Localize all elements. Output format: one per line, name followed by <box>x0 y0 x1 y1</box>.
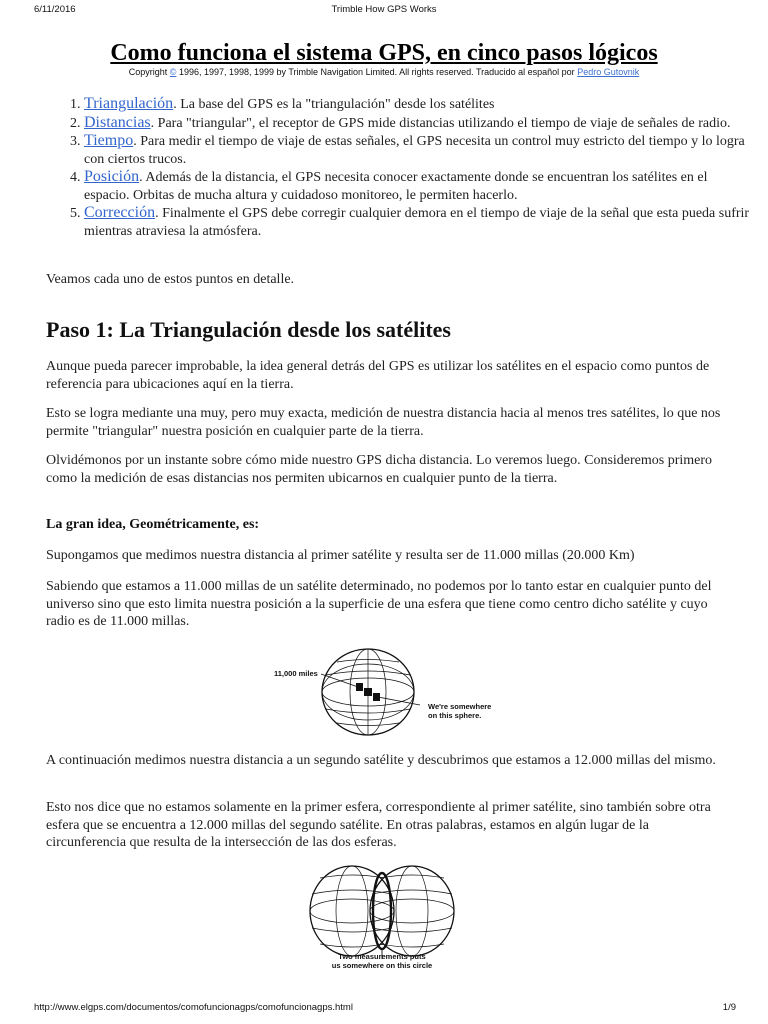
circle-caption-2: us somewhere on this circle <box>331 961 433 970</box>
print-date: 6/11/2016 <box>34 4 76 15</box>
distance-label: 11,000 miles <box>274 669 318 678</box>
translator-link[interactable]: Pedro Gutovnik <box>577 67 640 77</box>
step-text: . Además de la distancia, el GPS necesita conocer exactamente donde se encuentran los satélites en el espacio. Orbitas de mucha altura y cuidadoso monitoreo, le permiten hacerlo. <box>84 170 708 203</box>
copyright-link[interactable]: © <box>169 67 177 77</box>
sphere-caption-2: on this sphere. <box>428 711 482 720</box>
paragraph-2: Esto se logra mediante una muy, pero muy exacta, medición de nuestra distancia hacia al menos tres satélites, lo que nos permite "triangular" nuestra posición en cualquier parte de la tierra. <box>46 406 721 439</box>
print-header <box>0 4 768 18</box>
print-footer <box>0 1002 768 1016</box>
intro-outro: Veamos cada uno de estos puntos en detalle. <box>46 272 295 287</box>
copyright-line <box>0 67 768 77</box>
step-item <box>84 168 752 204</box>
big-idea-heading: La gran idea, Geométricamente, es: <box>46 517 260 532</box>
intersection-circle <box>373 873 391 949</box>
step-text: . La base del GPS es la "triangulación" desde los satélites <box>173 97 495 112</box>
step-item <box>84 132 752 168</box>
step-text: . Para medir el tiempo de viaje de estas señales, el GPS necesita un control muy estricto del tiempo y lo logra con ciertos trucos. <box>84 134 745 167</box>
step-link-tiempo[interactable]: Tiempo <box>84 132 134 149</box>
sphere-figure <box>262 645 512 743</box>
circle-caption-1: Two measurements puts <box>338 952 426 961</box>
step-link-correccion[interactable]: Corrección <box>84 204 156 221</box>
step-link-triangulacion[interactable]: Triangulación <box>84 95 174 112</box>
footer-url: http://www.elgps.com/documentos/comofuncionagps/comofuncionagps.html <box>34 1002 353 1013</box>
step-link-posicion[interactable]: Posición <box>84 168 140 185</box>
step-text: . Finalmente el GPS debe corregir cualquier demora en el tiempo de viaje de la señal que esta pueda sufrir mientras atraviesa la atmósfera. <box>84 206 750 239</box>
two-spheres-figure <box>300 862 470 974</box>
copyright-text: 1996, 1997, 1998, 1999 by Trimble Navigation Limited. All rights reserved. Traducido al español por <box>176 67 578 77</box>
paragraph-6: A continuación medimos nuestra distancia a un segundo satélite y descubrimos que estamos a 12.000 millas del mismo. <box>46 753 716 768</box>
step-text: . Para "triangular", el receptor de GPS mide distancias utilizando el tiempo de viaje de señales de radio. <box>150 115 731 131</box>
page-title: Como funciona el sistema GPS, en cinco pasos lógicos <box>110 40 658 66</box>
copyright-prefix: Copyright <box>128 67 170 77</box>
paragraph-7: Esto nos dice que no estamos solamente en la primer esfera, correspondiente al primer satélite, sino también sobre otra esfera que se encuentra a 12.000 millas del segundo satélite. En otras palabras, estamos en algún lugar de la circunferencia que resulta de la intersección de las dos esferas. <box>46 800 711 850</box>
print-title: Trimble How GPS Works <box>331 4 437 15</box>
paragraph-4: Supongamos que medimos nuestra distancia al primer satélite y resulta ser de 11.000 millas (20.000 Km) <box>46 548 635 563</box>
steps-list <box>66 95 752 240</box>
page-number: 1/9 <box>722 1002 736 1013</box>
step-item <box>84 95 752 114</box>
paragraph-5: Sabiendo que estamos a 11.000 millas de un satélite determinado, no podemos por lo tanto estar en cualquier punto del universo sino que esto limita nuestra posición a la superficie de una esfera que tiene como centro dicho satélite y cuyo radio es de 11.000 millas. <box>46 579 712 629</box>
section-title: Paso 1: La Triangulación desde los satélites <box>46 317 451 342</box>
paragraph-3: Olvidémonos por un instante sobre cómo mide nuestro GPS dicha distancia. Lo veremos luego. Consideremos primero como la medición de esas distancias nos permiten ubicarnos en cualquier punto de la tierra. <box>46 453 713 486</box>
sphere-right <box>370 866 454 956</box>
paragraph-1: Aunque pueda parecer improbable, la idea general detrás del GPS es utilizar los satélites en el espacio como puntos de referencia para ubicaciones aquí en la tierra. <box>46 359 710 392</box>
step-item <box>84 204 752 240</box>
step-link-distancias[interactable]: Distancias <box>84 113 151 131</box>
sphere-caption-1: We're somewhere <box>428 702 492 711</box>
step-item <box>84 114 752 133</box>
